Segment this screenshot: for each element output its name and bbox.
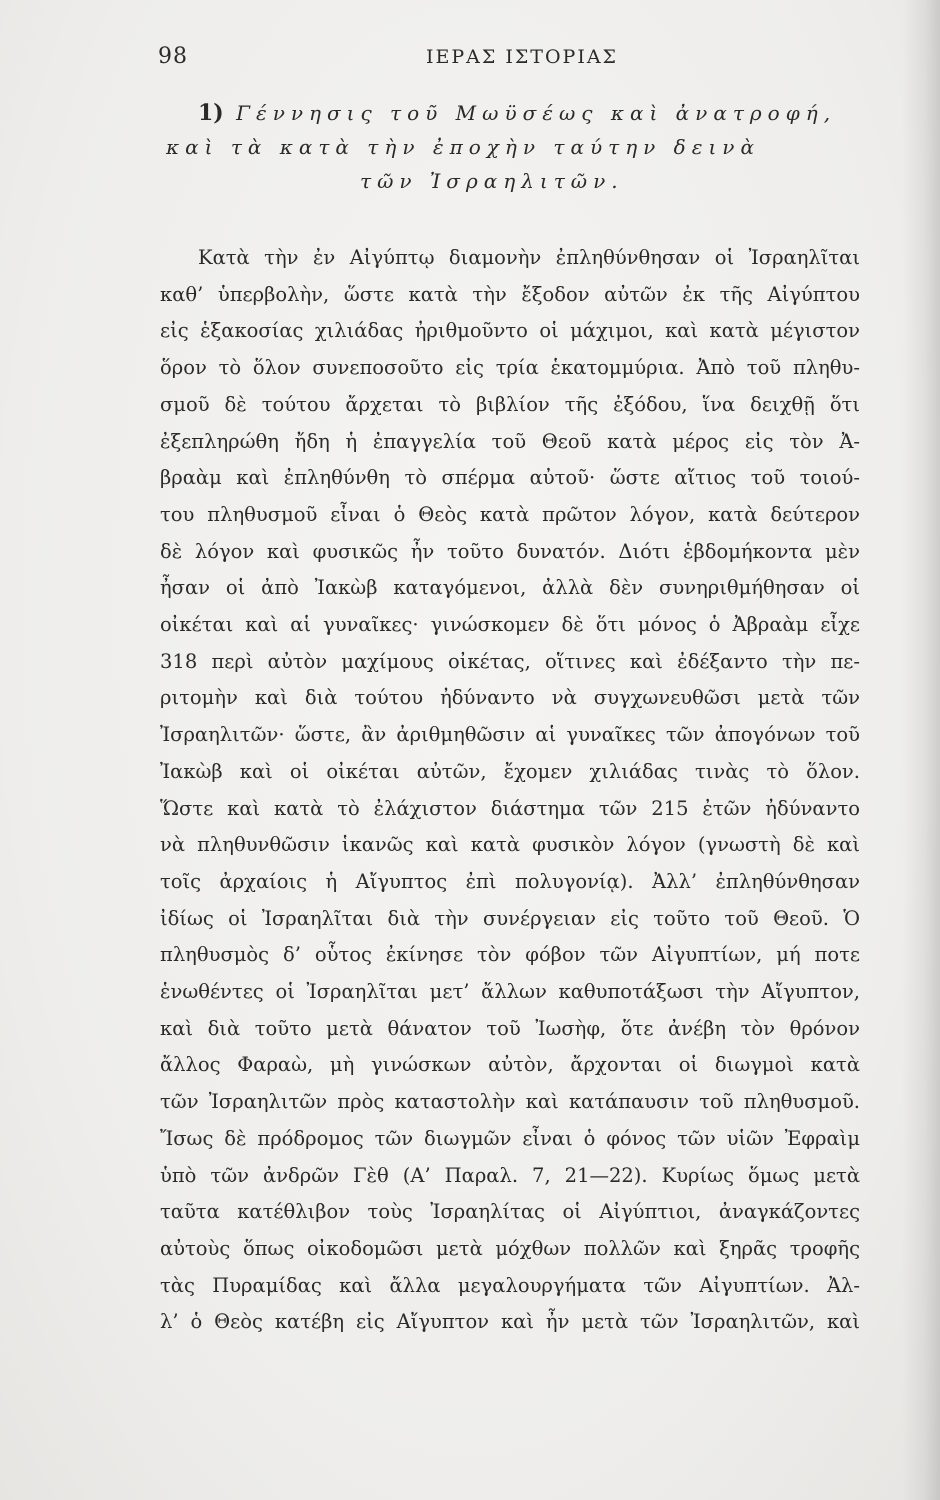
body-line: ἐξεπληρώθη ἤδη ἡ ἐπαγγελία τοῦ Θεοῦ κατὰ μέρος εἰς τὸν Ἀ- xyxy=(160,429,860,453)
body-line: ἑνωθέντες οἱ Ἰσραηλῖται μετ’ ἄλλων καθυποτάξωσι τὴν Αἴγυπτον, xyxy=(160,980,860,1004)
body-line: Κατὰ τὴν ἐν Αἰγύπτῳ διαμονὴν ἐπληθύνθησαν οἱ Ἰσραηλῖται xyxy=(198,246,860,269)
section-number: 1) xyxy=(198,100,224,126)
body-line: καὶ διὰ τοῦτο μετὰ θάνατον τοῦ Ἰωσὴφ, ὅτε ἀνέβη τὸν θρόνον xyxy=(160,1016,860,1040)
body-line: του πληθυσμοῦ εἶναι ὁ Θεὸς κατὰ πρῶτον λόγον, κατὰ δεύτερον xyxy=(160,502,860,526)
body-line: ἄλλος Φαραὼ, μὴ γινώσκων αὐτὸν, ἄρχονται οἱ διωγμοὶ κατὰ xyxy=(160,1053,860,1077)
body-text xyxy=(160,240,860,1341)
title-line-2: καὶ τὰ κατὰ τὴν ἐποχὴν ταύτην δεινὰ xyxy=(166,135,760,159)
body-line: ριτομὴν καὶ διὰ τούτου ἠδύναντο νὰ συγχωνευθῶσι μετὰ τῶν xyxy=(160,686,860,710)
body-line: τοῖς ἀρχαίοις ἡ Αἴγυπτος ἐπὶ πολυγονίᾳ). Ἀλλ’ ἐπληθύνθησαν xyxy=(160,869,860,893)
body-line: λ’ ὁ Θεὸς κατέβη εἰς Αἴγυπτον καὶ ἦν μετὰ τῶν Ἰσραηλιτῶν, καὶ xyxy=(160,1310,860,1334)
body-line: Ἴσως δὲ πρόδρομος τῶν διωγμῶν εἶναι ὁ φόνος τῶν υἱῶν Ἐφραὶμ xyxy=(160,1126,860,1150)
running-head: ΙΕΡΑΣ ΙΣΤΟΡΙΑΣ xyxy=(426,46,618,68)
body-line: Ἰσραηλιτῶν· ὥστε, ἂν ἀριθμηθῶσιν αἱ γυναῖκες τῶν ἀπογόνων τοῦ xyxy=(160,723,860,747)
page-header xyxy=(158,44,858,78)
page-number: 98 xyxy=(158,44,188,69)
body-line: πληθυσμὸς δ’ οὗτος ἐκίνησε τὸν φόβον τῶν Αἰγυπτίων, μή ποτε xyxy=(160,943,860,967)
body-line: τὰς Πυραμίδας καὶ ἄλλα μεγαλουργήματα τῶν Αἰγυπτίων. Ἀλ- xyxy=(160,1273,860,1297)
body-line: ὅρον τὸ ὅλον συνεποσοῦτο εἰς τρία ἑκατομμύρια. Ἀπὸ τοῦ πληθυ- xyxy=(160,356,860,380)
title-line-1 xyxy=(160,96,860,130)
body-line: ταῦτα κατέθλιβον τοὺς Ἰσραηλίτας οἱ Αἰγύπτιοι, ἀναγκάζοντες xyxy=(160,1200,860,1224)
body-line: ἰδίως οἱ Ἰσραηλῖται διὰ τὴν συνέργειαν εἰς τοῦτο τοῦ Θεοῦ. Ὁ xyxy=(160,906,860,930)
body-line: Ἰακὼβ καὶ οἱ οἰκέται αὐτῶν, ἔχομεν χιλιάδας τινὰς τὸ ὅλον. xyxy=(160,759,860,783)
body-line: καθ’ ὑπερβολὴν, ὥστε κατὰ τὴν ἔξοδον αὐτῶν ἐκ τῆς Αἰγύπτου xyxy=(160,282,860,306)
body-line: οἰκέται καὶ αἱ γυναῖκες· γινώσκομεν δὲ ὅτι μόνος ὁ Ἀβραὰμ εἶχε xyxy=(160,613,860,637)
body-line: 318 περὶ αὐτὸν μαχίμους οἰκέτας, οἵτινες καὶ ἐδέξαντο τὴν πε- xyxy=(160,649,860,673)
section-title xyxy=(160,96,860,198)
body-line: εἰς ἑξακοσίας χιλιάδας ἠριθμοῦντο οἱ μάχιμοι, καὶ κατὰ μέγιστον xyxy=(160,319,860,343)
body-line: σμοῦ δὲ τούτου ἄρχεται τὸ βιβλίον τῆς ἐξόδου, ἵνα δειχθῇ ὅτι xyxy=(160,392,860,416)
body-line: Ὥστε καὶ κατὰ τὸ ἐλάχιστον διάστημα τῶν 215 ἐτῶν ἠδύναντο xyxy=(160,796,860,820)
body-line: τῶν Ἰσραηλιτῶν πρὸς καταστολὴν καὶ κατάπαυσιν τοῦ πληθυσμοῦ. xyxy=(160,1090,860,1114)
body-line: δὲ λόγον καὶ φυσικῶς ἦν τοῦτο δυνατόν. Διότι ἑβδομήκοντα μὲν xyxy=(160,539,860,563)
body-line: ὑπὸ τῶν ἀνδρῶν Γὲθ (Α’ Παραλ. 7, 21—22). Κυρίως ὅμως μετὰ xyxy=(160,1163,860,1187)
body-line: αὐτοὺς ὅπως οἰκοδομῶσι μετὰ μόχθων πολλῶν καὶ ξηρᾶς τροφῆς xyxy=(160,1236,860,1260)
page-edge-shadow xyxy=(902,0,940,1500)
body-line: βραὰμ καὶ ἐπληθύνθη τὸ σπέρμα αὐτοῦ· ὥστε αἴτιος τοῦ τοιού- xyxy=(160,466,860,490)
body-line: ἦσαν οἱ ἀπὸ Ἰακὼβ καταγόμενοι, ἀλλὰ δὲν συνηριθμήθησαν οἱ xyxy=(160,576,860,600)
title-line-3: τῶν Ἰσραηλιτῶν. xyxy=(360,169,624,193)
body-line: νὰ πληθυνθῶσιν ἱκανῶς καὶ κατὰ φυσικὸν λόγον (γνωστὴ δὲ καὶ xyxy=(160,833,860,857)
title-line-1-text: Γέννησις τοῦ Μωϋσέως καὶ ἀνατροφή, xyxy=(236,101,837,125)
